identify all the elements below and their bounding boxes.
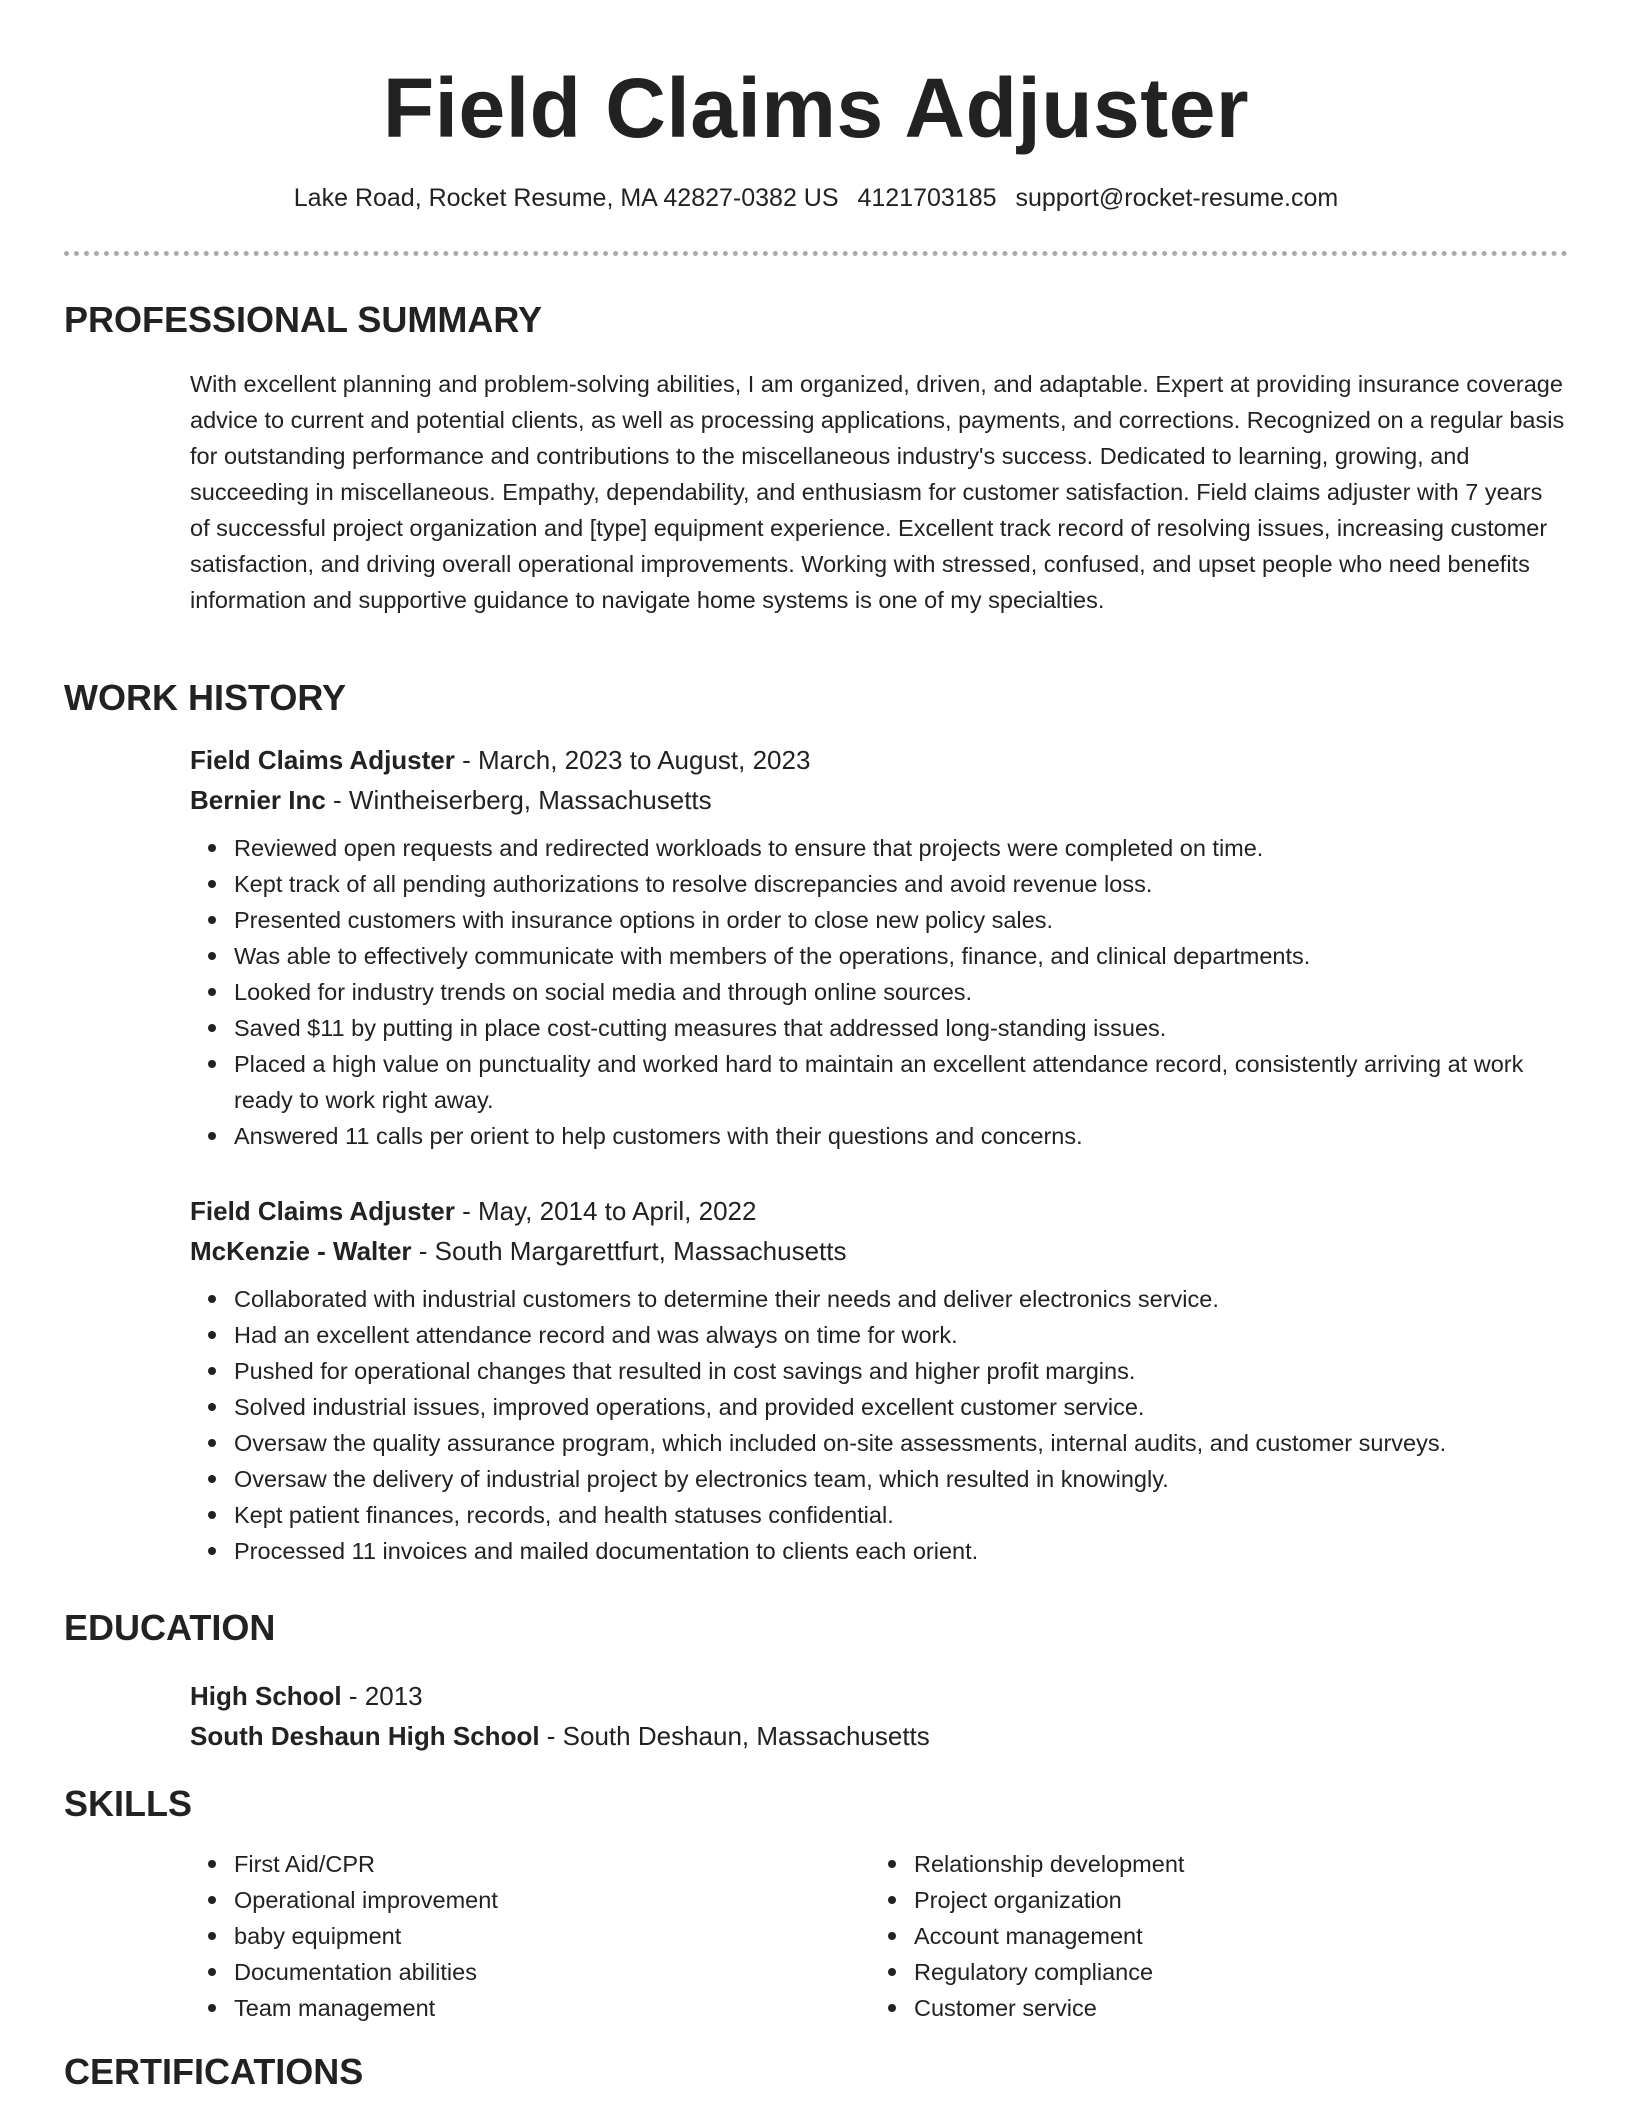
list-item: Project organization xyxy=(870,1882,1550,1918)
list-item: Oversaw the quality assurance program, which included on-site assessments, internal audits, and customer surveys. xyxy=(190,1425,1568,1461)
job-company: Bernier Inc xyxy=(190,785,326,815)
list-item: Kept track of all pending authorizations to resolve discrepancies and avoid revenue loss. xyxy=(190,866,1568,902)
job-company-line xyxy=(190,780,1568,820)
contact-email: support@rocket-resume.com xyxy=(1015,184,1339,212)
job-role: Field Claims Adjuster xyxy=(190,745,455,775)
job-bullets xyxy=(190,1281,1568,1569)
job-role: Field Claims Adjuster xyxy=(190,1196,455,1226)
list-item: Operational improvement xyxy=(190,1882,870,1918)
list-item: Collaborated with industrial customers to determine their needs and deliver electronics service. xyxy=(190,1281,1568,1317)
list-item: Had an excellent attendance record and was always on time for work. xyxy=(190,1317,1568,1353)
section-title-certifications: CERTIFICATIONS xyxy=(64,2051,364,2092)
skills-list xyxy=(190,1846,1568,2026)
summary-text: With excellent planning and problem-solving abilities, I am organized, driven, and adaptable. Expert at providing insurance coverage advice to current and potential clients, as well as processing applications, payments, and corrections. Recognized on a regular basis for outstanding performance and contributions to the miscellaneous industry's success. Dedicated to learning, growing, and succeeding in miscellaneous. Empathy, dependability, and enthusiasm for customer satisfaction. Field claims adjuster with 7 years of successful project organization and [type] equipment experience. Excellent track record of resolving issues, increasing customer satisfaction, and driving overall operational improvements. Working with stressed, confused, and upset people who need benefits information and supportive guidance to navigate home systems is one of my specialties. xyxy=(190,371,1565,613)
job-dates: - May, 2014 to April, 2022 xyxy=(454,1196,757,1226)
list-item: Pushed for operational changes that resulted in cost savings and higher profit margins. xyxy=(190,1353,1568,1389)
header-divider xyxy=(64,251,1568,256)
list-item: Reviewed open requests and redirected workloads to ensure that projects were completed on time. xyxy=(190,830,1568,866)
list-item: Team management xyxy=(190,1990,870,2026)
education-school: South Deshaun High School xyxy=(190,1721,540,1751)
section-title-education: EDUCATION xyxy=(64,1607,276,1648)
job-role-line xyxy=(190,1191,1568,1231)
education-school-line xyxy=(190,1716,1568,1756)
candidate-name: Field Claims Adjuster xyxy=(382,61,1250,155)
job-entry xyxy=(190,1191,1568,1569)
job-role-line xyxy=(190,740,1568,780)
list-item: Solved industrial issues, improved operations, and provided excellent customer service. xyxy=(190,1389,1568,1425)
list-item: Looked for industry trends on social media and through online sources. xyxy=(190,974,1568,1010)
list-item: Placed a high value on punctuality and worked hard to maintain an excellent attendance record, consistently arriving at work ready to work right away. xyxy=(190,1046,1568,1118)
list-item: baby equipment xyxy=(190,1918,870,1954)
education-degree: High School xyxy=(190,1681,342,1711)
list-item: Regulatory compliance xyxy=(870,1954,1550,1990)
list-item: Was able to effectively communicate with members of the operations, finance, and clinical departments. xyxy=(190,938,1568,974)
contact-line xyxy=(0,182,1632,214)
list-item: First Aid/CPR xyxy=(190,1846,870,1882)
job-location: - South Margarettfurt, Massachusetts xyxy=(411,1236,847,1266)
job-company: McKenzie - Walter xyxy=(190,1236,412,1266)
list-item: Processed 11 invoices and mailed documentation to clients each orient. xyxy=(190,1533,1568,1569)
list-item: Saved $11 by putting in place cost-cutting measures that addressed long-standing issues. xyxy=(190,1010,1568,1046)
job-bullets xyxy=(190,830,1568,1154)
skills-column-right xyxy=(870,1846,1550,2026)
contact-phone: 4121703185 xyxy=(857,184,997,212)
list-item: Documentation abilities xyxy=(190,1954,870,1990)
job-entry xyxy=(190,740,1568,1154)
list-item: Customer service xyxy=(870,1990,1550,2026)
section-title-skills: SKILLS xyxy=(64,1783,193,1824)
section-title-summary: PROFESSIONAL SUMMARY xyxy=(64,299,543,340)
list-item: Answered 11 calls per orient to help customers with their questions and concerns. xyxy=(190,1118,1568,1154)
skills-column-left xyxy=(190,1846,870,2026)
job-dates: - March, 2023 to August, 2023 xyxy=(454,745,811,775)
education-degree-line xyxy=(190,1676,1568,1716)
list-item: Kept patient finances, records, and health statuses confidential. xyxy=(190,1497,1568,1533)
job-location: - Wintheiserberg, Massachusetts xyxy=(325,785,712,815)
list-item: Account management xyxy=(870,1918,1550,1954)
list-item: Relationship development xyxy=(870,1846,1550,1882)
job-company-line xyxy=(190,1231,1568,1271)
section-title-work-history: WORK HISTORY xyxy=(64,677,347,718)
education-location: - South Deshaun, Massachusetts xyxy=(539,1721,930,1751)
education-entry xyxy=(190,1676,1568,1756)
list-item: Oversaw the delivery of industrial project by electronics team, which resulted in knowingly. xyxy=(190,1461,1568,1497)
list-item: Presented customers with insurance options in order to close new policy sales. xyxy=(190,902,1568,938)
contact-address: Lake Road, Rocket Resume, MA 42827-0382 US xyxy=(293,184,839,212)
education-year: - 2013 xyxy=(341,1681,423,1711)
